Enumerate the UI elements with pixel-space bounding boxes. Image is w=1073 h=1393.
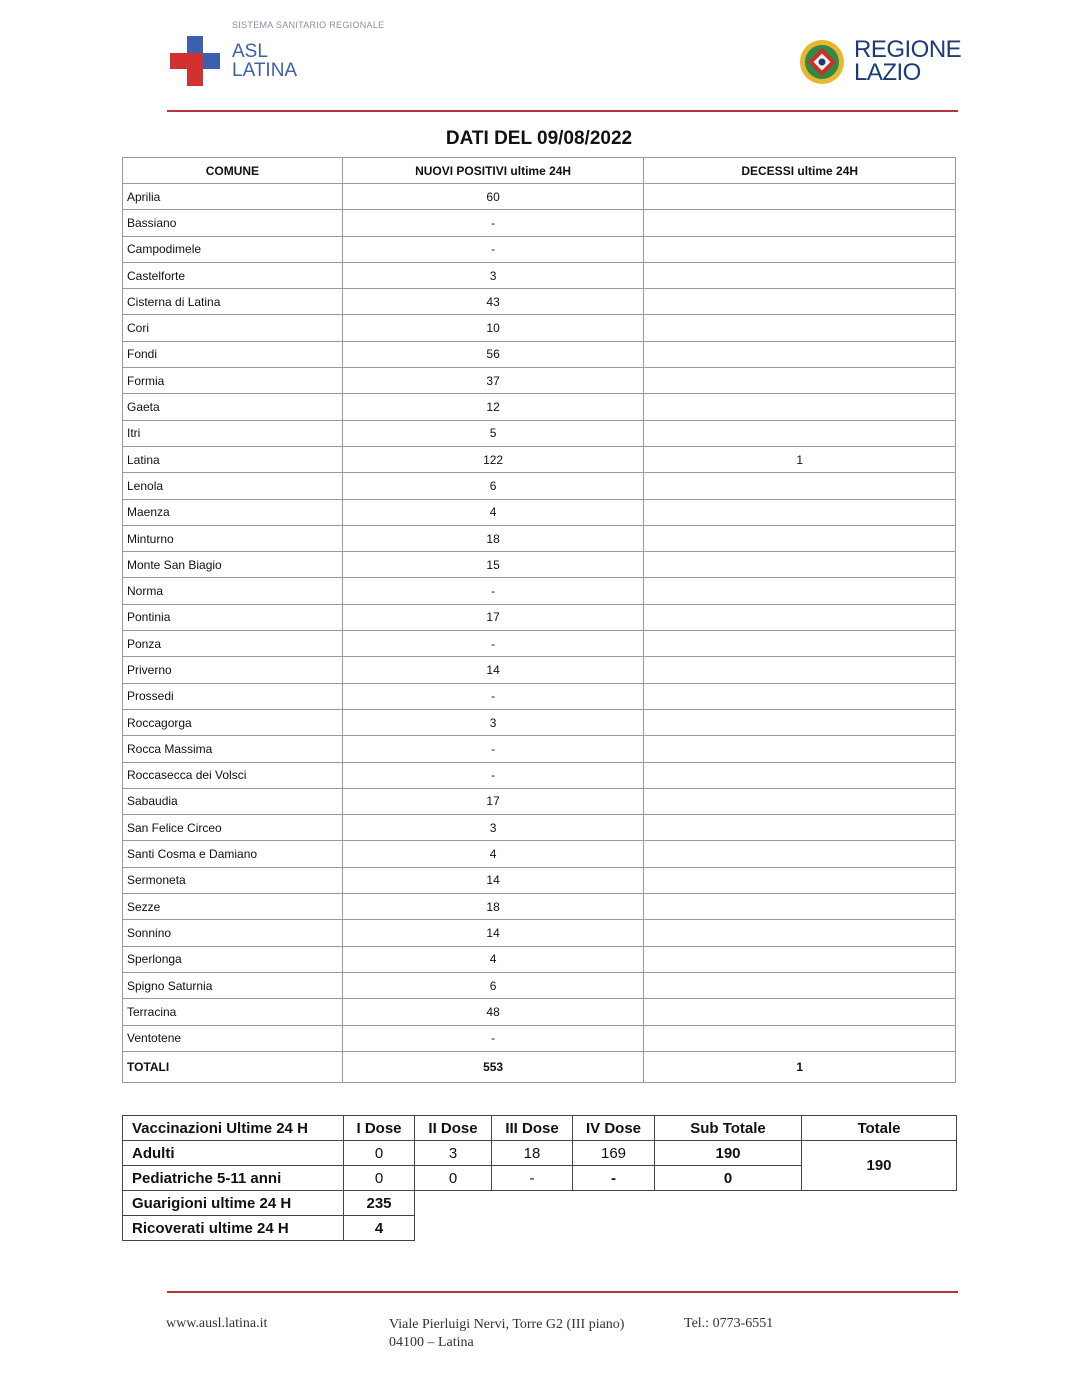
positivi-cell: 18 bbox=[342, 525, 644, 551]
lazio-emblem-icon bbox=[798, 38, 846, 86]
positivi-cell: 17 bbox=[342, 604, 644, 630]
positivi-cell: - bbox=[342, 736, 644, 762]
asl-latina-logo bbox=[170, 18, 400, 93]
decessi-cell bbox=[644, 420, 956, 446]
column-header-decessi: DECESSI ultime 24H bbox=[644, 158, 956, 184]
vax-adulti-dose3: 18 bbox=[492, 1141, 573, 1166]
vaccinations-table bbox=[122, 1115, 957, 1241]
table-row bbox=[123, 788, 956, 814]
comune-cell: Formia bbox=[123, 368, 343, 394]
decessi-cell bbox=[644, 394, 956, 420]
vax-header-dose3: III Dose bbox=[492, 1116, 573, 1141]
positivi-cell: 43 bbox=[342, 289, 644, 315]
comune-cell: San Felice Circeo bbox=[123, 815, 343, 841]
table-row bbox=[123, 683, 956, 709]
region-name: REGIONE LAZIO bbox=[854, 36, 962, 86]
positivi-cell: 10 bbox=[342, 315, 644, 341]
table-body bbox=[123, 184, 956, 1052]
table-row bbox=[123, 394, 956, 420]
table-row bbox=[123, 946, 956, 972]
positivi-cell: 4 bbox=[342, 841, 644, 867]
vax-header-subtotal: Sub Totale bbox=[655, 1116, 802, 1141]
table-row bbox=[123, 841, 956, 867]
positivi-cell: 6 bbox=[342, 972, 644, 998]
comune-cell: Ventotene bbox=[123, 1025, 343, 1051]
positivi-cell: 56 bbox=[342, 341, 644, 367]
vax-adulti-dose2: 3 bbox=[415, 1141, 492, 1166]
red-cross-icon bbox=[170, 36, 220, 86]
table-row bbox=[123, 920, 956, 946]
table-row bbox=[123, 525, 956, 551]
decessi-cell bbox=[644, 262, 956, 288]
decessi-cell bbox=[644, 946, 956, 972]
positivi-cell: - bbox=[342, 578, 644, 604]
table-row bbox=[123, 473, 956, 499]
positivi-cell: 37 bbox=[342, 368, 644, 394]
decessi-cell bbox=[644, 368, 956, 394]
vax-header-label: Vaccinazioni Ultime 24 H bbox=[123, 1116, 344, 1141]
positivi-cell: 60 bbox=[342, 184, 644, 210]
decessi-cell bbox=[644, 473, 956, 499]
vax-header-total: Totale bbox=[802, 1116, 957, 1141]
positivi-cell: 14 bbox=[342, 867, 644, 893]
comune-cell: Aprilia bbox=[123, 184, 343, 210]
table-row bbox=[123, 578, 956, 604]
footer-address bbox=[389, 1316, 624, 1352]
vax-total: 190 bbox=[802, 1141, 957, 1191]
positivi-cell: - bbox=[342, 236, 644, 262]
vax-header-dose1: I Dose bbox=[344, 1116, 415, 1141]
decessi-cell bbox=[644, 552, 956, 578]
footer-website[interactable]: www.ausl.latina.it bbox=[166, 1316, 268, 1331]
header-divider bbox=[167, 110, 958, 112]
asl-tagline: SISTEMA SANITARIO REGIONALE bbox=[232, 20, 385, 30]
positivi-cell: 3 bbox=[342, 709, 644, 735]
decessi-cell bbox=[644, 709, 956, 735]
decessi-cell bbox=[644, 920, 956, 946]
vax-header-dose2: II Dose bbox=[415, 1116, 492, 1141]
table-row bbox=[123, 1025, 956, 1051]
decessi-cell bbox=[644, 815, 956, 841]
comune-cell: Rocca Massima bbox=[123, 736, 343, 762]
comune-cell: Gaeta bbox=[123, 394, 343, 420]
positivi-cell: 6 bbox=[342, 473, 644, 499]
vax-label-adulti: Adulti bbox=[123, 1141, 344, 1166]
column-header-comune: COMUNE bbox=[123, 158, 343, 184]
positivi-cell: - bbox=[342, 1025, 644, 1051]
decessi-cell bbox=[644, 683, 956, 709]
positivi-cell: 14 bbox=[342, 657, 644, 683]
comune-cell: Ponza bbox=[123, 631, 343, 657]
positivi-cell: 12 bbox=[342, 394, 644, 420]
comune-cell: Priverno bbox=[123, 657, 343, 683]
ricoverati-row bbox=[123, 1216, 957, 1241]
positivi-cell: 3 bbox=[342, 262, 644, 288]
decessi-cell bbox=[644, 578, 956, 604]
totals-positivi: 553 bbox=[342, 1051, 644, 1082]
positivi-cell: 15 bbox=[342, 552, 644, 578]
positivi-cell: 5 bbox=[342, 420, 644, 446]
decessi-cell bbox=[644, 631, 956, 657]
totals-label: TOTALI bbox=[123, 1051, 343, 1082]
comune-cell: Castelforte bbox=[123, 262, 343, 288]
comune-cell: Sperlonga bbox=[123, 946, 343, 972]
decessi-cell bbox=[644, 341, 956, 367]
decessi-cell bbox=[644, 736, 956, 762]
guarigioni-label: Guarigioni ultime 24 H bbox=[123, 1191, 344, 1216]
vax-pediatriche-dose2: 0 bbox=[415, 1166, 492, 1191]
comune-cell: Bassiano bbox=[123, 210, 343, 236]
comune-cell: Norma bbox=[123, 578, 343, 604]
decessi-cell bbox=[644, 236, 956, 262]
comune-cell: Roccasecca dei Volsci bbox=[123, 762, 343, 788]
table-header-row bbox=[123, 158, 956, 184]
table-row bbox=[123, 210, 956, 236]
comune-cell: Latina bbox=[123, 446, 343, 472]
table-row bbox=[123, 552, 956, 578]
footer-address-line2: 04100 – Latina bbox=[389, 1335, 474, 1350]
decessi-cell bbox=[644, 999, 956, 1025]
decessi-cell bbox=[644, 289, 956, 315]
table-row bbox=[123, 262, 956, 288]
positivi-cell: 14 bbox=[342, 920, 644, 946]
table-row bbox=[123, 657, 956, 683]
decessi-cell bbox=[644, 525, 956, 551]
decessi-cell bbox=[644, 972, 956, 998]
vax-adulti-dose4: 169 bbox=[573, 1141, 655, 1166]
comune-cell: Lenola bbox=[123, 473, 343, 499]
cases-table bbox=[122, 157, 956, 1083]
totals-row bbox=[123, 1051, 956, 1082]
comune-cell: Pontinia bbox=[123, 604, 343, 630]
positivi-cell: 18 bbox=[342, 894, 644, 920]
page-title: DATI DEL 09/08/2022 bbox=[445, 128, 633, 149]
footer-address-line1: Viale Pierluigi Nervi, Torre G2 (III piano) bbox=[389, 1317, 625, 1332]
positivi-cell: 4 bbox=[342, 946, 644, 972]
table-row bbox=[123, 184, 956, 210]
ricoverati-label: Ricoverati ultime 24 H bbox=[123, 1216, 344, 1241]
table-row bbox=[123, 972, 956, 998]
comune-cell: Prossedi bbox=[123, 683, 343, 709]
comune-cell: Sabaudia bbox=[123, 788, 343, 814]
table-row bbox=[123, 709, 956, 735]
comune-cell: Sezze bbox=[123, 894, 343, 920]
vax-adulti-subtotal: 190 bbox=[655, 1141, 802, 1166]
comune-cell: Terracina bbox=[123, 999, 343, 1025]
table-row bbox=[123, 999, 956, 1025]
comune-cell: Roccagorga bbox=[123, 709, 343, 735]
decessi-cell bbox=[644, 894, 956, 920]
table-row bbox=[123, 368, 956, 394]
comune-cell: Monte San Biagio bbox=[123, 552, 343, 578]
table-row bbox=[123, 736, 956, 762]
comune-cell: Cori bbox=[123, 315, 343, 341]
totals-decessi: 1 bbox=[644, 1051, 956, 1082]
footer-phone: Tel.: 0773-6551 bbox=[684, 1316, 774, 1331]
vax-pediatriche-dose4: - bbox=[573, 1166, 655, 1191]
table-row bbox=[123, 236, 956, 262]
positivi-cell: 122 bbox=[342, 446, 644, 472]
vax-label-pediatriche: Pediatriche 5-11 anni bbox=[123, 1166, 344, 1191]
comune-cell: Cisterna di Latina bbox=[123, 289, 343, 315]
table-row bbox=[123, 289, 956, 315]
table-row bbox=[123, 446, 956, 472]
asl-name: ASL LATINA bbox=[232, 41, 298, 81]
decessi-cell bbox=[644, 604, 956, 630]
table-row bbox=[123, 499, 956, 525]
positivi-cell: - bbox=[342, 762, 644, 788]
comune-cell: Campodimele bbox=[123, 236, 343, 262]
decessi-cell bbox=[644, 657, 956, 683]
table-row bbox=[123, 815, 956, 841]
positivi-cell: - bbox=[342, 631, 644, 657]
positivi-cell: 17 bbox=[342, 788, 644, 814]
table-row bbox=[123, 341, 956, 367]
positivi-cell: 48 bbox=[342, 999, 644, 1025]
decessi-cell bbox=[644, 867, 956, 893]
guarigioni-row bbox=[123, 1191, 957, 1216]
decessi-cell bbox=[644, 499, 956, 525]
footer-divider bbox=[167, 1291, 958, 1293]
comune-cell: Itri bbox=[123, 420, 343, 446]
positivi-cell: 4 bbox=[342, 499, 644, 525]
positivi-cell: 3 bbox=[342, 815, 644, 841]
decessi-cell bbox=[644, 841, 956, 867]
regione-lazio-logo bbox=[798, 36, 968, 90]
ricoverati-value: 4 bbox=[344, 1216, 415, 1241]
column-header-positivi: NUOVI POSITIVI ultime 24H bbox=[342, 158, 644, 184]
guarigioni-value: 235 bbox=[344, 1191, 415, 1216]
vax-row-adulti bbox=[123, 1141, 957, 1166]
decessi-cell: 1 bbox=[644, 446, 956, 472]
positivi-cell: - bbox=[342, 210, 644, 236]
comune-cell: Maenza bbox=[123, 499, 343, 525]
decessi-cell bbox=[644, 762, 956, 788]
decessi-cell bbox=[644, 210, 956, 236]
decessi-cell bbox=[644, 184, 956, 210]
vax-pediatriche-dose1: 0 bbox=[344, 1166, 415, 1191]
vax-pediatriche-dose3: - bbox=[492, 1166, 573, 1191]
vax-pediatriche-subtotal: 0 bbox=[655, 1166, 802, 1191]
table-row bbox=[123, 894, 956, 920]
table-row bbox=[123, 420, 956, 446]
decessi-cell bbox=[644, 788, 956, 814]
positivi-cell: - bbox=[342, 683, 644, 709]
comune-cell: Sonnino bbox=[123, 920, 343, 946]
decessi-cell bbox=[644, 1025, 956, 1051]
table-row bbox=[123, 315, 956, 341]
comune-cell: Sermoneta bbox=[123, 867, 343, 893]
table-row bbox=[123, 867, 956, 893]
comune-cell: Santi Cosma e Damiano bbox=[123, 841, 343, 867]
table-row bbox=[123, 631, 956, 657]
vax-adulti-dose1: 0 bbox=[344, 1141, 415, 1166]
table-row bbox=[123, 604, 956, 630]
comune-cell: Spigno Saturnia bbox=[123, 972, 343, 998]
vax-header-dose4: IV Dose bbox=[573, 1116, 655, 1141]
decessi-cell bbox=[644, 315, 956, 341]
vax-header-row bbox=[123, 1116, 957, 1141]
comune-cell: Minturno bbox=[123, 525, 343, 551]
comune-cell: Fondi bbox=[123, 341, 343, 367]
table-row bbox=[123, 762, 956, 788]
